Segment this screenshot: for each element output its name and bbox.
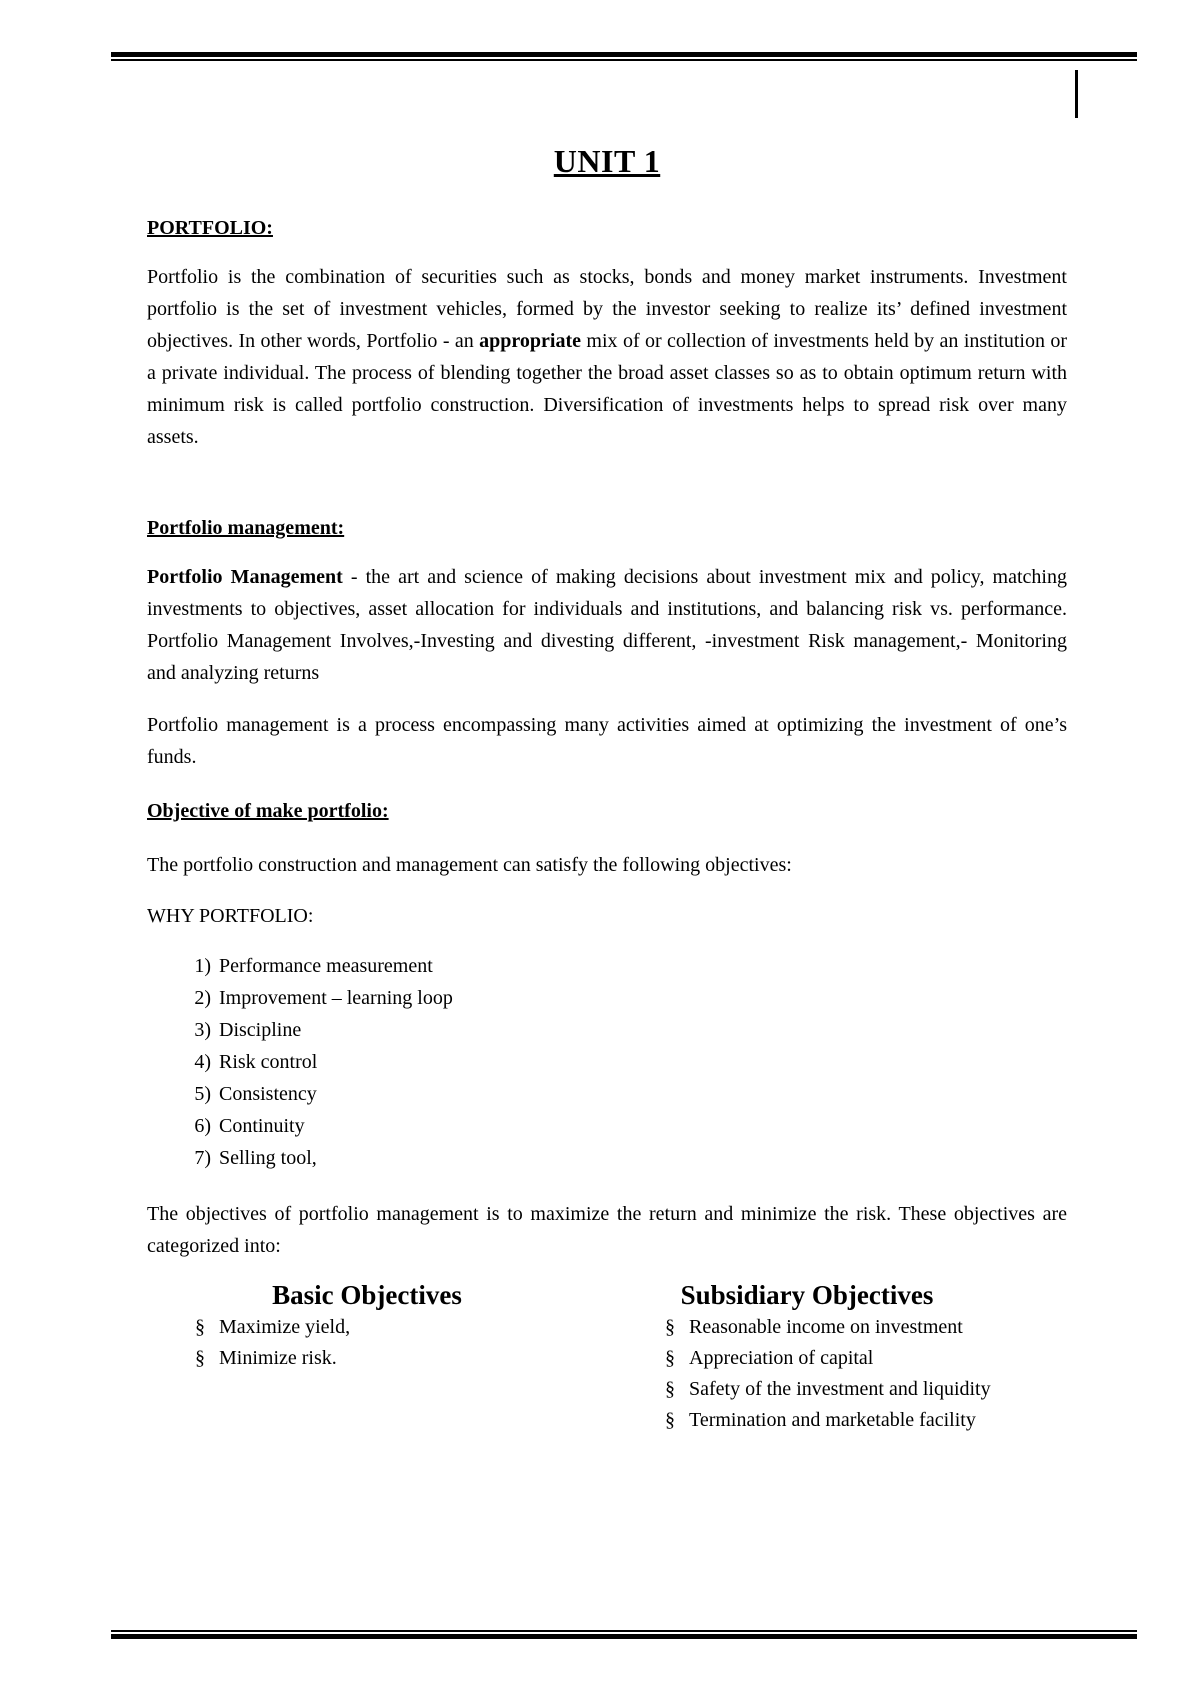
list-item: 5) Consistency xyxy=(194,1083,317,1105)
list-item: 3) Discipline xyxy=(194,1019,302,1041)
basic-objectives-column xyxy=(147,1278,587,1374)
list-item: § Maximize yield, xyxy=(147,1312,587,1343)
why-portfolio-label: WHY PORTFOLIO: xyxy=(147,905,314,927)
portfolio-heading: PORTFOLIO: xyxy=(147,217,273,239)
list-item: § Appreciation of capital xyxy=(617,1343,1067,1374)
list-item: § Reasonable income on investment xyxy=(617,1312,1067,1343)
header-vertical-bar xyxy=(1075,70,1078,118)
subsidiary-objectives-title: Subsidiary Objectives xyxy=(680,1280,934,1310)
list-item: § Termination and marketable facility xyxy=(617,1405,1067,1436)
bottom-double-rule xyxy=(111,1630,1137,1639)
list-item: 2) Improvement – learning loop xyxy=(194,987,453,1009)
portfolio-paragraph: Portfolio is the combination of securities such as stocks, bonds and money market instruments. Investment portfolio is the set of investment vehicles, formed by the investor seeking to realize its’ defined investment objectives. In other words, Portfolio - an appropriate mix of or collection of investments held by an institution or a private individual. The process of blending together the broad asset classes so as to obtain optimum return with minimum risk is called portfolio construction. Diversification of investments helps to spread risk over many assets. xyxy=(147,266,1068,448)
subsidiary-objectives-column xyxy=(617,1278,1067,1436)
unit-title: UNIT 1 xyxy=(553,143,661,179)
list-item: 7) Selling tool, xyxy=(194,1147,317,1169)
list-item: § Safety of the investment and liquidity xyxy=(617,1374,1067,1405)
section-bullet-icon: § xyxy=(195,1347,205,1369)
portfolio-management-paragraph: Portfolio Management - the art and science of making decisions about investment mix and policy, matching investments to objectives, asset allocation for individuals and institutions, and balancing risk vs. performance. Portfolio Management Involves,-Investing and divesting different, -investment Risk management,- Monitoring and analyzing returns xyxy=(147,566,1067,684)
section-bullet-icon: § xyxy=(665,1409,675,1431)
objective-heading: Objective of make portfolio: xyxy=(147,800,389,822)
top-double-rule xyxy=(111,52,1137,61)
basic-objectives-title: Basic Objectives xyxy=(272,1280,462,1310)
section-bullet-icon: § xyxy=(665,1316,675,1338)
portfolio-management-heading: Portfolio management: xyxy=(147,517,345,539)
why-portfolio-list xyxy=(147,950,453,1174)
list-item: 6) Continuity xyxy=(194,1115,305,1137)
subsidiary-objectives-list xyxy=(617,1312,1067,1436)
objective-intro: The portfolio construction and management can satisfy the following objectives: xyxy=(147,854,792,876)
bold-term-appropriate: appropriate xyxy=(479,330,582,352)
section-bullet-icon: § xyxy=(665,1378,675,1400)
list-item: 4) Risk control xyxy=(194,1051,318,1073)
basic-objectives-list xyxy=(147,1312,587,1374)
portfolio-process-paragraph: Portfolio management is a process encompassing many activities aimed at optimizing the investment of one’s funds. xyxy=(147,714,1067,768)
list-item: § Minimize risk. xyxy=(147,1343,587,1374)
objectives-summary-paragraph: The objectives of portfolio management is to maximize the return and minimize the risk. These objectives are categorized into: xyxy=(147,1203,1067,1257)
section-bullet-icon: § xyxy=(665,1347,675,1369)
bold-term-portfolio-management: Portfolio Management xyxy=(147,566,343,588)
section-bullet-icon: § xyxy=(195,1316,205,1338)
list-item: 1) Performance measurement xyxy=(194,955,433,977)
